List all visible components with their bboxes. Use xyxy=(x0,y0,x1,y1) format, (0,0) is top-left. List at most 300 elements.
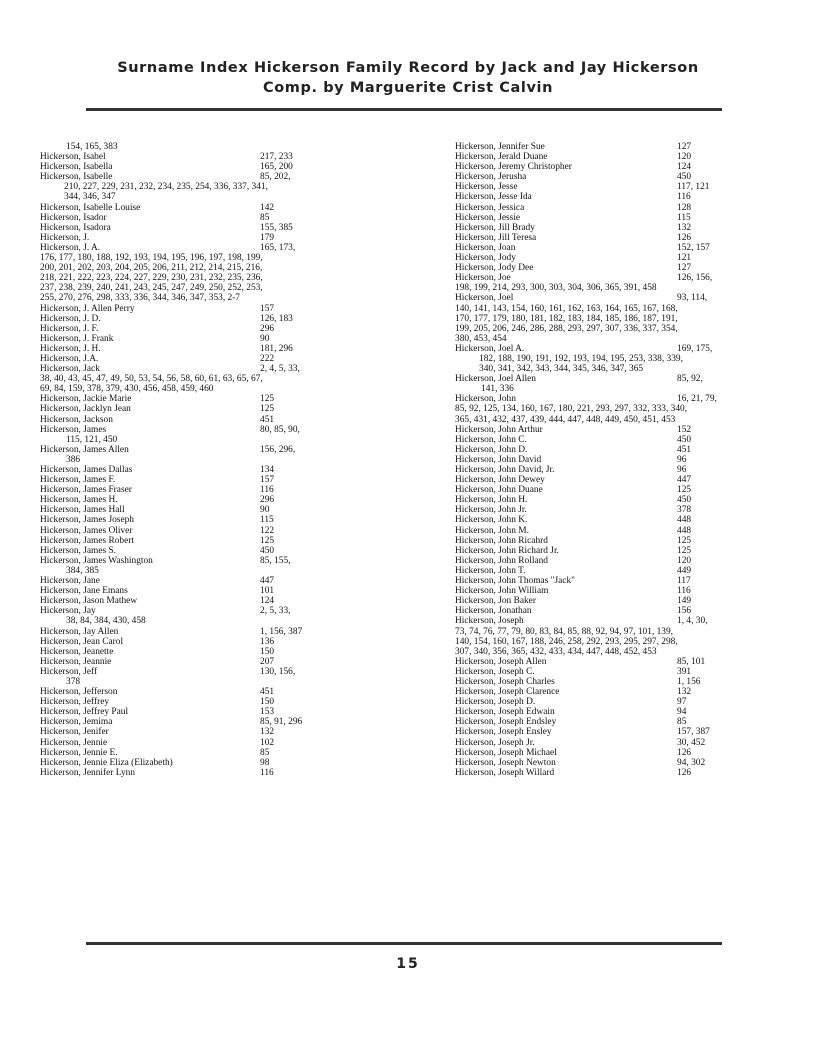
entry-pages: 378 xyxy=(677,505,692,516)
index-entry xyxy=(455,515,800,525)
entry-name: Hickerson, Isabella xyxy=(40,162,113,173)
index-entry xyxy=(455,657,800,667)
entry-pages: 128 xyxy=(677,202,692,213)
index-entry xyxy=(40,314,390,324)
header-compiler: Comp. by Marguerite Crist Calvin xyxy=(262,80,554,96)
entry-pages: 85, 155, xyxy=(260,555,291,566)
entry-pages: 85, 101 xyxy=(677,656,706,667)
index-continuation xyxy=(455,304,800,314)
entry-name: Hickerson, Joseph C. xyxy=(455,666,535,677)
entry-pages: 126 xyxy=(677,232,692,243)
index-entry xyxy=(40,727,390,737)
index-entry xyxy=(455,465,800,475)
entry-name: Hickerson, Jesse Ida xyxy=(455,192,532,203)
index-entry xyxy=(455,586,800,596)
entry-name: Hickerson, James Hall xyxy=(40,505,125,516)
continuation-pages: 176, 177, 180, 188, 192, 193, 194, 195, 196, 197, 198, 199, xyxy=(40,253,263,264)
index-entry xyxy=(40,586,390,596)
entry-name: Hickerson, J. F. xyxy=(40,323,99,334)
entry-pages: 97 xyxy=(677,697,687,708)
index-entry xyxy=(455,576,800,586)
index-entry xyxy=(40,223,390,233)
index-entry xyxy=(455,162,800,172)
entry-name: Hickerson, John Thomas "Jack" xyxy=(455,576,575,587)
index-entry xyxy=(455,687,800,697)
entry-name: Hickerson, John D. xyxy=(455,444,528,455)
left-index-column xyxy=(40,142,390,778)
entry-pages: 126, 183 xyxy=(260,313,293,324)
entry-name: Hickerson, Jennifer Lynn xyxy=(40,767,136,778)
entry-name: Hickerson, James F. xyxy=(40,475,116,486)
entry-name: Hickerson, John xyxy=(455,394,516,405)
entry-name: Hickerson, Jennie E. xyxy=(40,747,118,758)
entry-name: Hickerson, Isabelle Louise xyxy=(40,202,141,213)
continuation-pages: 115, 121, 450 xyxy=(66,434,118,445)
index-continuation xyxy=(40,283,390,293)
entry-name: Hickerson, Jay Allen xyxy=(40,626,119,637)
entry-pages: 136 xyxy=(260,636,275,647)
entry-name: Hickerson, James Allen xyxy=(40,444,129,455)
index-entry xyxy=(40,536,390,546)
index-continuation xyxy=(40,677,390,687)
continuation-pages: 365, 431, 432, 437, 439, 444, 447, 448, 449, 450, 451, 453 xyxy=(455,414,676,425)
entry-pages: 85, 92, xyxy=(677,374,703,385)
entry-name: Hickerson, James Fraser xyxy=(40,485,132,496)
continuation-pages: 140, 141, 143, 154, 160, 161, 162, 163, 164, 165, 167, 168, xyxy=(455,303,678,314)
entry-pages: 80, 85, 90, xyxy=(260,424,300,435)
index-continuation xyxy=(40,374,390,384)
index-continuation xyxy=(455,637,800,647)
entry-name: Hickerson, Jemima xyxy=(40,717,113,728)
entry-pages: 101 xyxy=(260,586,275,597)
index-entry xyxy=(455,667,800,677)
index-entry xyxy=(40,344,390,354)
entry-pages: 1, 156, 387 xyxy=(260,626,303,637)
entry-name: Hickerson, John Rolland xyxy=(455,555,548,566)
entry-pages: 96 xyxy=(677,454,687,465)
index-entry xyxy=(40,213,390,223)
continuation-pages: 69, 84, 159, 378, 379, 430, 456, 458, 459, 460 xyxy=(40,384,214,395)
continuation-pages: 38, 40, 43, 45, 47, 49, 50, 53, 54, 56, 58, 60, 61, 63, 65, 67, xyxy=(40,374,263,385)
index-continuation xyxy=(40,273,390,283)
entry-pages: 93, 114, xyxy=(677,293,708,304)
entry-pages: 222 xyxy=(260,353,275,364)
entry-name: Hickerson, Isador xyxy=(40,212,107,223)
index-entry xyxy=(455,738,800,748)
entry-pages: 153 xyxy=(260,707,275,718)
index-entry xyxy=(455,697,800,707)
entry-pages: 122 xyxy=(260,525,275,536)
entry-pages: 449 xyxy=(677,565,692,576)
entry-name: Hickerson, Jeff xyxy=(40,666,98,677)
entry-pages: 16, 21, 79, xyxy=(677,394,717,405)
entry-name: Hickerson, Jane Emans xyxy=(40,586,128,597)
entry-pages: 124 xyxy=(677,162,692,173)
entry-name: Hickerson, Jackie Marie xyxy=(40,394,132,405)
entry-pages: 157 xyxy=(260,475,275,486)
entry-name: Hickerson, Joel A. xyxy=(455,343,525,354)
index-entry xyxy=(40,606,390,616)
index-entry xyxy=(40,627,390,637)
entry-pages: 120 xyxy=(677,152,692,163)
entry-name: Hickerson, Joseph Allen xyxy=(455,656,547,667)
continuation-pages: 255, 270, 276, 298, 333, 336, 344, 346, 347, 353, 2-7 xyxy=(40,293,240,304)
entry-name: Hickerson, James xyxy=(40,424,107,435)
entry-name: Hickerson, Jason Mathew xyxy=(40,596,138,607)
entry-pages: 150 xyxy=(260,697,275,708)
entry-name: Hickerson, Jessie xyxy=(455,212,521,223)
index-entry xyxy=(455,485,800,495)
index-continuation xyxy=(40,263,390,273)
entry-pages: 134 xyxy=(260,465,275,475)
entry-name: Hickerson, Jeffrey xyxy=(40,697,110,708)
continuation-pages: 307, 340, 356, 365, 432, 433, 434, 447, 448, 452, 453 xyxy=(455,646,657,657)
index-continuation xyxy=(455,647,800,657)
index-continuation xyxy=(455,415,800,425)
continuation-pages: 386 xyxy=(66,454,81,465)
entry-pages: 156 xyxy=(677,606,692,617)
entry-pages: 132 xyxy=(677,222,692,233)
entry-name: Hickerson, John C. xyxy=(455,434,527,445)
index-entry xyxy=(455,293,800,303)
entry-name: Hickerson, James Washington xyxy=(40,555,153,566)
index-entry xyxy=(40,233,390,243)
index-entry xyxy=(455,374,800,384)
index-entry xyxy=(40,667,390,677)
entry-pages: 125 xyxy=(260,394,275,405)
entry-name: Hickerson, Jennifer Sue xyxy=(455,142,545,152)
entry-pages: 448 xyxy=(677,515,692,526)
entry-pages: 132 xyxy=(677,687,692,698)
entry-name: Hickerson, Jennie Eliza (Elizabeth) xyxy=(40,757,173,768)
index-continuation xyxy=(455,404,800,414)
entry-pages: 179 xyxy=(260,232,275,243)
index-entry xyxy=(40,364,390,374)
index-entry xyxy=(455,758,800,768)
index-continuation xyxy=(40,182,390,192)
continuation-pages: 170, 177, 179, 180, 181, 182, 183, 184, 185, 186, 187, 191, xyxy=(455,313,678,324)
index-continuation xyxy=(455,324,800,334)
index-entry xyxy=(455,445,800,455)
entry-pages: 165, 173, xyxy=(260,242,296,253)
entry-pages: 150 xyxy=(260,646,275,657)
entry-name: Hickerson, Jeannie xyxy=(40,656,112,667)
entry-pages: 85 xyxy=(260,747,270,758)
entry-pages: 448 xyxy=(677,525,692,536)
entry-pages: 127 xyxy=(677,263,692,274)
index-entry xyxy=(455,596,800,606)
index-entry xyxy=(455,233,800,243)
entry-name: Hickerson, Joseph Michael xyxy=(455,747,557,758)
entry-name: Hickerson, John Arthur xyxy=(455,424,543,435)
entry-pages: 116 xyxy=(677,586,691,597)
index-continuation xyxy=(40,253,390,263)
entry-pages: 447 xyxy=(260,576,275,587)
index-entry xyxy=(40,758,390,768)
entry-name: Hickerson, Joseph Newton xyxy=(455,757,556,768)
entry-name: Hickerson, Joseph xyxy=(455,616,524,627)
index-entry xyxy=(455,748,800,758)
index-entry xyxy=(40,768,390,778)
index-entry xyxy=(40,485,390,495)
index-entry xyxy=(40,717,390,727)
entry-name: Hickerson, James Dallas xyxy=(40,465,133,475)
entry-name: Hickerson, J. H. xyxy=(40,343,101,354)
entry-name: Hickerson, Jerald Duane xyxy=(455,152,548,163)
index-entry xyxy=(455,172,800,182)
index-entry xyxy=(40,475,390,485)
entry-name: Hickerson, John Dewey xyxy=(455,475,545,486)
entry-name: Hickerson, J. D. xyxy=(40,313,101,324)
index-entry xyxy=(455,536,800,546)
index-entry xyxy=(455,263,800,273)
index-entry xyxy=(455,505,800,515)
index-entry xyxy=(40,515,390,525)
entry-name: Hickerson, J. A. xyxy=(40,242,101,253)
entry-name: Hickerson, John T. xyxy=(455,565,526,576)
entry-name: Hickerson, Jesse xyxy=(455,182,518,193)
entry-name: Hickerson, Jenifer xyxy=(40,727,109,738)
index-continuation xyxy=(40,384,390,394)
index-entry xyxy=(40,596,390,606)
index-entry xyxy=(455,727,800,737)
entry-pages: 157 xyxy=(260,303,275,314)
index-entry xyxy=(455,223,800,233)
index-entry xyxy=(455,677,800,687)
index-continuation xyxy=(455,627,800,637)
entry-name: Hickerson, Joseph Edwain xyxy=(455,707,555,718)
entry-pages: 125 xyxy=(260,404,275,415)
index-entry xyxy=(455,203,800,213)
entry-pages: 296 xyxy=(260,495,275,506)
index-entry xyxy=(455,616,800,626)
entry-name: Hickerson, James H. xyxy=(40,495,118,506)
entry-pages: 391 xyxy=(677,666,692,677)
entry-name: Hickerson, Jennie xyxy=(40,737,108,748)
entry-pages: 2, 4, 5, 33, xyxy=(260,364,300,375)
entry-name: Hickerson, J. Allen Perry xyxy=(40,303,135,314)
entry-pages: 152 xyxy=(677,424,692,435)
index-entry xyxy=(40,445,390,455)
index-entry xyxy=(40,495,390,505)
index-entry xyxy=(455,243,800,253)
entry-name: Hickerson, Joseph Endsley xyxy=(455,717,557,728)
index-entry xyxy=(455,717,800,727)
entry-pages: 1, 4, 30, xyxy=(677,616,708,627)
continuation-pages: 200, 201, 202, 203, 204, 205, 206, 211, 212, 214, 215, 216, xyxy=(40,263,263,274)
entry-pages: 116 xyxy=(260,767,274,778)
entry-name: Hickerson, Joseph Ensley xyxy=(455,727,552,738)
entry-name: Hickerson, Joe xyxy=(455,273,511,284)
index-entry xyxy=(40,243,390,253)
index-entry xyxy=(455,394,800,404)
entry-pages: 90 xyxy=(260,505,270,516)
entry-name: Hickerson, John M. xyxy=(455,525,529,536)
index-entry xyxy=(40,172,390,182)
entry-pages: 142 xyxy=(260,202,275,213)
index-entry xyxy=(40,505,390,515)
entry-name: Hickerson, James Oliver xyxy=(40,525,133,536)
index-continuation xyxy=(40,566,390,576)
index-entry xyxy=(455,213,800,223)
entry-pages: 127 xyxy=(677,142,692,152)
index-continuation xyxy=(455,334,800,344)
entry-name: Hickerson, J. xyxy=(40,232,90,243)
entry-name: Hickerson, John H. xyxy=(455,495,528,506)
index-entry xyxy=(455,273,800,283)
index-entry xyxy=(40,162,390,172)
index-entry xyxy=(40,576,390,586)
entry-name: Hickerson, Jerusha xyxy=(455,172,527,183)
entry-name: Hickerson, John William xyxy=(455,586,549,597)
entry-name: Hickerson, Joel Allen xyxy=(455,374,536,385)
continuation-pages: 384, 385 xyxy=(66,565,99,576)
page-number: 15 xyxy=(396,956,420,972)
entry-name: Hickerson, Isabel xyxy=(40,152,106,163)
index-entry xyxy=(40,465,390,475)
entry-name: Hickerson, Isadora xyxy=(40,222,111,233)
continuation-pages: 344, 346, 347 xyxy=(64,192,116,203)
entry-name: Hickerson, John Richard Jr. xyxy=(455,545,559,556)
entry-pages: 125 xyxy=(677,545,692,556)
entry-name: Hickerson, Jackson xyxy=(40,414,113,425)
entry-name: Hickerson, Joel xyxy=(455,293,514,304)
entry-pages: 450 xyxy=(677,434,692,445)
entry-pages: 124 xyxy=(260,596,275,607)
index-entry xyxy=(40,546,390,556)
entry-pages: 116 xyxy=(677,192,691,203)
entry-name: Hickerson, Joseph Jr. xyxy=(455,737,535,748)
index-entry xyxy=(40,697,390,707)
entry-name: Hickerson, J.A. xyxy=(40,353,99,364)
entry-name: Hickerson, Jody Dee xyxy=(455,263,534,274)
entry-pages: 102 xyxy=(260,737,275,748)
entry-pages: 125 xyxy=(677,535,692,546)
entry-name: Hickerson, Joseph Charles xyxy=(455,676,555,687)
index-continuation xyxy=(455,384,800,394)
entry-name: Hickerson, Jill Brady xyxy=(455,222,535,233)
index-entry xyxy=(455,435,800,445)
index-continuation xyxy=(40,435,390,445)
entry-name: Hickerson, Jeffrey Paul xyxy=(40,707,129,718)
bottom-rule xyxy=(86,942,722,945)
entry-pages: 117 xyxy=(677,576,691,587)
continuation-pages: 378 xyxy=(66,676,81,687)
index-entry xyxy=(40,748,390,758)
continuation-pages: 182, 188, 190, 191, 192, 193, 194, 195, 253, 338, 339, xyxy=(479,353,683,364)
top-rule xyxy=(86,108,722,111)
entry-pages: 94 xyxy=(677,707,687,718)
entry-name: Hickerson, Jack xyxy=(40,364,100,375)
index-entry xyxy=(455,253,800,263)
entry-pages: 125 xyxy=(677,485,692,496)
index-continuation xyxy=(40,455,390,465)
continuation-pages: 218, 221, 222, 223, 224, 227, 229, 230, 231, 232, 235, 236, xyxy=(40,273,263,284)
index-entry xyxy=(40,415,390,425)
index-continuation xyxy=(40,616,390,626)
index-entry xyxy=(455,606,800,616)
index-entry xyxy=(455,546,800,556)
continuation-pages: 210, 227, 229, 231, 232, 234, 235, 254, 336, 337, 341, xyxy=(64,182,268,193)
index-entry xyxy=(40,203,390,213)
entry-name: Hickerson, Jefferson xyxy=(40,687,118,698)
index-continuation xyxy=(40,192,390,202)
entry-pages: 126 xyxy=(677,767,692,778)
entry-name: Hickerson, James S. xyxy=(40,545,117,556)
entry-pages: 149 xyxy=(677,596,692,607)
entry-pages: 217, 233 xyxy=(260,152,293,163)
entry-pages: 85, 91, 296 xyxy=(260,717,303,728)
entry-pages: 96 xyxy=(677,465,687,475)
index-entry xyxy=(40,354,390,364)
entry-pages: 132 xyxy=(260,727,275,738)
entry-pages: 450 xyxy=(677,495,692,506)
continuation-pages: 154, 165, 383 xyxy=(66,142,118,152)
continuation-pages: 73, 74, 76, 77, 79, 80, 83, 84, 85, 88, 92, 94, 97, 101, 139, xyxy=(455,626,673,637)
entry-pages: 30, 452 xyxy=(677,737,706,748)
entry-pages: 115 xyxy=(677,212,691,223)
entry-name: Hickerson, Jane xyxy=(40,576,100,587)
entry-name: Hickerson, Joseph Willard xyxy=(455,767,555,778)
entry-pages: 94, 302 xyxy=(677,757,706,768)
index-continuation xyxy=(455,314,800,324)
continuation-pages: 141, 336 xyxy=(481,384,514,395)
entry-pages: 296 xyxy=(260,323,275,334)
continuation-pages: 198, 199, 214, 293, 300, 303, 304, 306, 365, 391, 458 xyxy=(455,283,657,294)
entry-name: Hickerson, Jon Baker xyxy=(455,596,536,607)
entry-name: Hickerson, John Duane xyxy=(455,485,543,496)
entry-name: Hickerson, John Ricahrd xyxy=(455,535,548,546)
continuation-pages: 85, 92, 125, 134, 160, 167, 180, 221, 293, 297, 332, 333, 340, xyxy=(455,404,688,415)
entry-pages: 157, 387 xyxy=(677,727,710,738)
right-index-column xyxy=(455,142,800,778)
index-entry xyxy=(455,556,800,566)
entry-pages: 85 xyxy=(260,212,270,223)
entry-name: Hickerson, John David xyxy=(455,454,542,465)
entry-pages: 152, 157 xyxy=(677,242,710,253)
index-entry xyxy=(40,304,390,314)
entry-name: Hickerson, James Robert xyxy=(40,535,134,546)
entry-pages: 90 xyxy=(260,333,270,344)
index-entry xyxy=(40,657,390,667)
index-entry xyxy=(40,687,390,697)
entry-pages: 165, 200 xyxy=(260,162,293,173)
index-entry xyxy=(40,707,390,717)
header-title: Surname Index Hickerson Family Record by Jack and Jay Hickerson xyxy=(117,60,699,76)
index-entry xyxy=(40,425,390,435)
index-entry xyxy=(455,425,800,435)
entry-pages: 155, 385 xyxy=(260,222,293,233)
entry-pages: 451 xyxy=(677,444,692,455)
index-entry xyxy=(455,495,800,505)
entry-name: Hickerson, Isabelle xyxy=(40,172,113,183)
entry-pages: 117, 121 xyxy=(677,182,710,193)
entry-pages: 85, 202, xyxy=(260,172,291,183)
index-entry xyxy=(40,152,390,162)
entry-name: Hickerson, Jacklyn Jean xyxy=(40,404,131,415)
entry-name: Hickerson, Jean Carol xyxy=(40,636,124,647)
continuation-pages: 380, 453, 454 xyxy=(455,333,507,344)
index-continuation xyxy=(455,364,800,374)
page-header xyxy=(0,58,816,98)
continuation-pages: 38, 84, 384, 430, 458 xyxy=(66,616,146,627)
index-continuation xyxy=(455,283,800,293)
entry-pages: 98 xyxy=(260,757,270,768)
index-entry xyxy=(40,556,390,566)
entry-name: Hickerson, John K. xyxy=(455,515,528,526)
entry-pages: 126, 156, xyxy=(677,273,713,284)
entry-pages: 1, 156 xyxy=(677,676,701,687)
